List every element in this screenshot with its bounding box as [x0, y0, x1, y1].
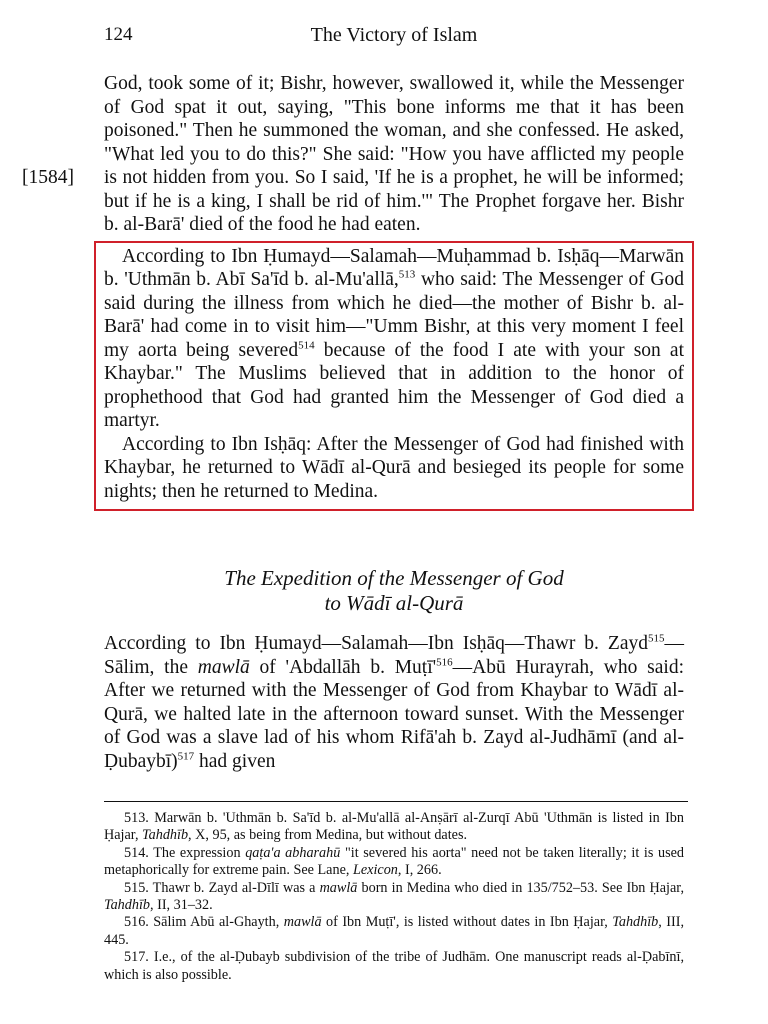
footnote-divider [104, 801, 688, 802]
footnote-ref-517[interactable]: 517 [177, 750, 195, 762]
footnote-ref-513[interactable]: 513 [398, 268, 416, 281]
page-number: 124 [104, 24, 133, 45]
footnote-513: 513. Marwān b. 'Uthmān b. Sa'īd b. al-Mu'allā al-Anṣārī al-Zurqī Abū 'Uthmān is listed in Ibn Ḥajar, Tahdhīb, X, 95, as being from Medina, but without dates. [104, 810, 684, 844]
highlighted-paragraph-1: According to Ibn Ḥumayd—Salamah—Muḥammad b. Isḥāq—Marwān b. 'Uthmān b. Abī Sa'īd b. al-Mu'allā,$^{513}$ who said: The Messenger of God said during the illness from which he died—the mother of Bishr b. al-Barā' had come in to visit him—"Umm Bishr, at this very moment I feel my aorta being severed$^{514}$ because of the food I ate with your son at Khaybar." The Muslims believed that in addition to the honor of prophethood that God had granted him the Messenger of God died a martyr. [104, 245, 684, 431]
page-header [104, 24, 684, 54]
highlight-box [94, 241, 694, 512]
highlighted-paragraph-2: According to Ibn Isḥāq: After the Messenger of God had finished with Khaybar, he returned to Wādī al-Qurā and besieged its people for some nights; then he returned to Medina. [104, 433, 684, 502]
running-title: The Victory of Islam [310, 24, 478, 46]
footnote-ref-514[interactable]: 514 [298, 339, 315, 351]
paragraph-1: God, took some of it; Bishr, however, swallowed it, while the Messenger of God spat it out, saying, "This bone informs me that it has been poisoned." Then he summoned the woman, and she confessed. He asked, "What led you to do this?" She said: "How you have afflicted my people is not hidden from you. So I said, 'If he is a prophet, he will be informed; but if he is a king, I shall be rid of him.'" The Prophet forgave her. Bishr b. al-Barā' died of the food he had eaten. [104, 73, 684, 235]
margin-reference: [1584] [22, 167, 74, 188]
footnote-515: 515. Thawr b. Zayd al-Dīlī was a mawlā born in Medina who died in 135/752–53. See Ibn Ḥajar, Tahdhīb, II, 31–32. [104, 879, 684, 914]
footnote-516: 516. Sālim Abū al-Ghayth, mawlā of Ibn Muṭī', is listed without dates in Ibn Ḥajar, Tahdhīb, III, 445. [104, 914, 684, 948]
section-title-line-2: to Wādī al-Qurā [324, 591, 464, 615]
footnote-ref-516[interactable]: 516 [436, 656, 453, 668]
footnote-ref-515[interactable]: 515 [648, 632, 665, 645]
footnotes [104, 810, 684, 984]
section-paragraph: According to Ibn Ḥumayd—Salamah—Ibn Isḥāq—Thawr b. Zayd$^{515}$—Sālim, the mawlā of 'Abdallāh b. $Muṭī'^{516}—Abū$ Hurayrah, who said: After we returned with the Messenger of God from Khaybar to Wādī al-Qurā, we halted late in the afternoon toward sunset. With the Messenger of God was a slave lad of his whom Rifā'ah b. Zayd al-Judhāmī (and al-Ḍubaybī)$^{517}$ had given [104, 632, 684, 772]
section-heading [104, 566, 684, 616]
footnote-514: 514. The expression qaṭa'a abharahū "it severed his aorta" need not be taken literally; it is used metaphorically for extreme pain. See Lane, Lexicon, I, 266. [104, 844, 684, 879]
section-body [104, 632, 684, 773]
main-text [104, 72, 684, 511]
section-title-line-1: The Expedition of the Messenger of God [224, 566, 564, 590]
footnote-517: 517. I.e., of the al-Ḍubayb subdivision of the tribe of Judhām. One manuscript reads al-Ḍabīnī, which is also possible. [104, 949, 684, 983]
